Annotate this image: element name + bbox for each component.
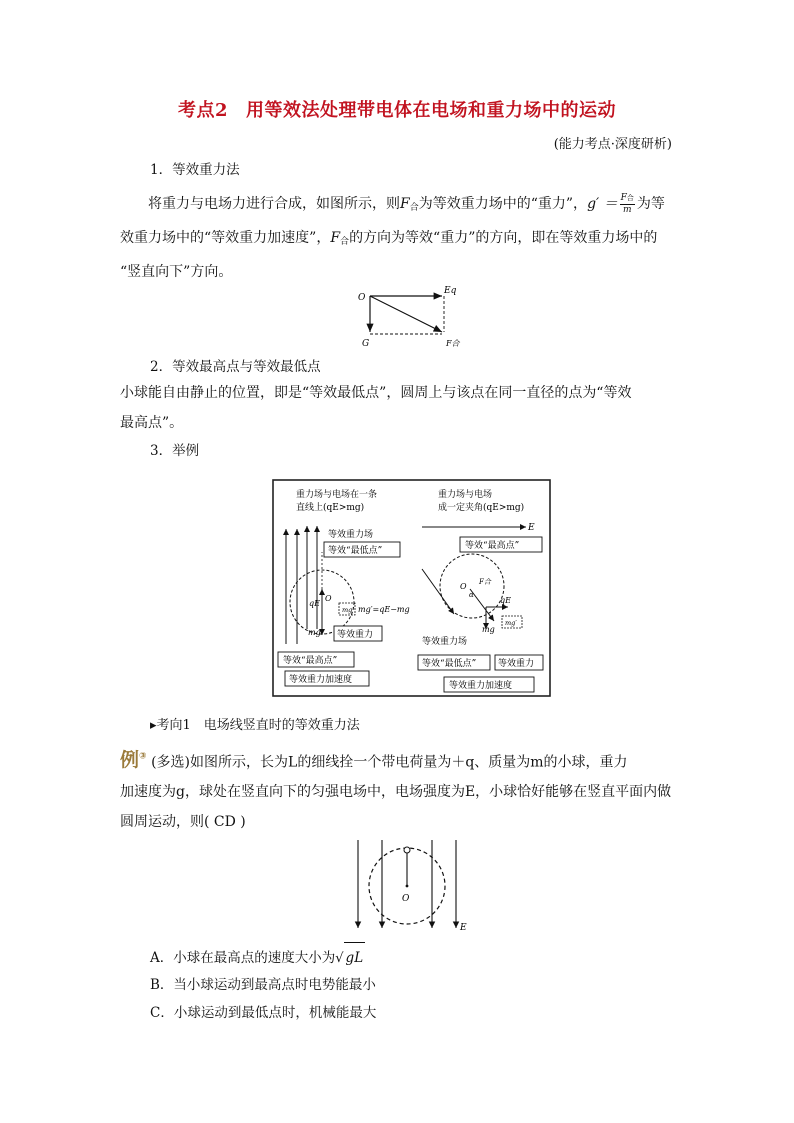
section1-line2: 效重力场中的“等效重力加速度”，F合的方向为等效“重力”的方向，即在等效重力场中的	[120, 230, 658, 247]
example-line2: 加速度为g，球处在竖直向下的匀强电场中，电场强度为E，小球恰好能够在竖直平面内做	[120, 784, 672, 801]
left-lowest-label: 等效“最低点”	[328, 546, 383, 556]
section2-heading: 2．等效最高点与等效最低点	[150, 359, 321, 375]
title-text: 用等效法处理带电体在电场和重力场中的运动	[246, 100, 617, 121]
section1-paragraph	[120, 189, 676, 287]
example-marker: 例③	[120, 749, 147, 772]
example-diagram	[272, 479, 552, 699]
fig3-e-label: E	[460, 923, 467, 933]
left-mgp-label: mg′	[342, 606, 354, 614]
fig1-g-label: G	[362, 339, 370, 349]
left-o-label: O	[325, 594, 332, 603]
right-gravity-label: 等效重力	[498, 659, 535, 669]
section1-line3: “竖直向下”方向。	[120, 264, 233, 280]
right-alpha-label: α	[469, 591, 474, 599]
left-gravity-label: 等效重力	[337, 630, 374, 640]
option-b: B．当小球运动到最高点时电势能最小	[150, 977, 376, 993]
left-field-label: 等效重力场	[328, 530, 374, 540]
fig3-o-label: O	[402, 894, 410, 904]
example-paragraph	[120, 742, 676, 837]
page-title	[0, 96, 794, 122]
right-accel-label: 等效重力加速度	[449, 681, 513, 691]
right-title2: 成一定夹角(qE>mg)	[438, 503, 525, 513]
section2-line2: 最高点”。	[120, 415, 184, 431]
direction-heading: ▸考向1 电场线竖直时的等效重力法	[150, 718, 360, 733]
section2-paragraph	[120, 378, 676, 438]
right-highest-label: 等效“最高点”	[465, 541, 520, 551]
right-field-label: 等效重力场	[422, 637, 468, 647]
right-ftotal-label: F合	[479, 578, 491, 586]
right-mgp-label: mg′	[505, 619, 517, 627]
left-title1: 重力场与电场在一条	[296, 490, 378, 500]
ball	[404, 847, 410, 853]
vertical-field-diagram	[352, 838, 472, 938]
section3-heading: 3．举例	[150, 443, 200, 459]
left-title2: 直线上(qE>mg)	[296, 503, 365, 513]
fraction: $\frac{\text{F合}}{m}$	[620, 192, 634, 215]
right-e-label: E	[528, 523, 535, 533]
fig1-eq-label: Eq	[444, 286, 457, 296]
option-a: A．小球在最高点的速度大小为√ gL	[150, 942, 365, 974]
right-o-label: O	[460, 582, 467, 591]
fhe-arrow	[370, 296, 442, 332]
left-accel-label: 等效重力加速度	[289, 675, 353, 685]
right-mg-label: mg	[482, 625, 495, 634]
example-line3: 圆周运动，则( CD )	[120, 814, 246, 831]
section1-heading: 1．等效重力法	[150, 162, 240, 178]
subtitle: (能力考点·深度研析)	[553, 137, 672, 152]
left-mg-label: mg	[308, 628, 321, 637]
left-highest-label: 等效“最高点”	[283, 656, 338, 666]
right-lowest-label: 等效“最低点”	[422, 659, 477, 669]
example-line1: 例③ (多选)如图所示，长为L的细线拴一个带电荷量为＋q、质量为m的小球，重力	[120, 749, 628, 772]
right-title1: 重力场与电场	[438, 490, 493, 500]
option-c: C．小球运动到最低点时，机械能最大	[150, 1005, 377, 1021]
section2-line1: 小球能自由静止的位置，即是“等效最低点”，圆周上与该点在同一直径的点为“等效	[120, 385, 632, 401]
left-eq-label: mg′=qE−mg	[358, 605, 410, 614]
section1-line1: 将重力与电场力进行合成，如图所示，则F合为等效重力场中的“重力”，g′ ＝ $\frac{\text{F合}}{m}$ 为等	[148, 192, 665, 215]
left-qe-label: qE	[309, 599, 320, 608]
right-qe-label: qE	[500, 596, 511, 605]
force-diagram	[350, 280, 470, 352]
fig1-fhe-label: F合	[446, 339, 460, 348]
fig1-o-label: O	[358, 293, 366, 303]
title-label: 考点2	[177, 100, 229, 121]
